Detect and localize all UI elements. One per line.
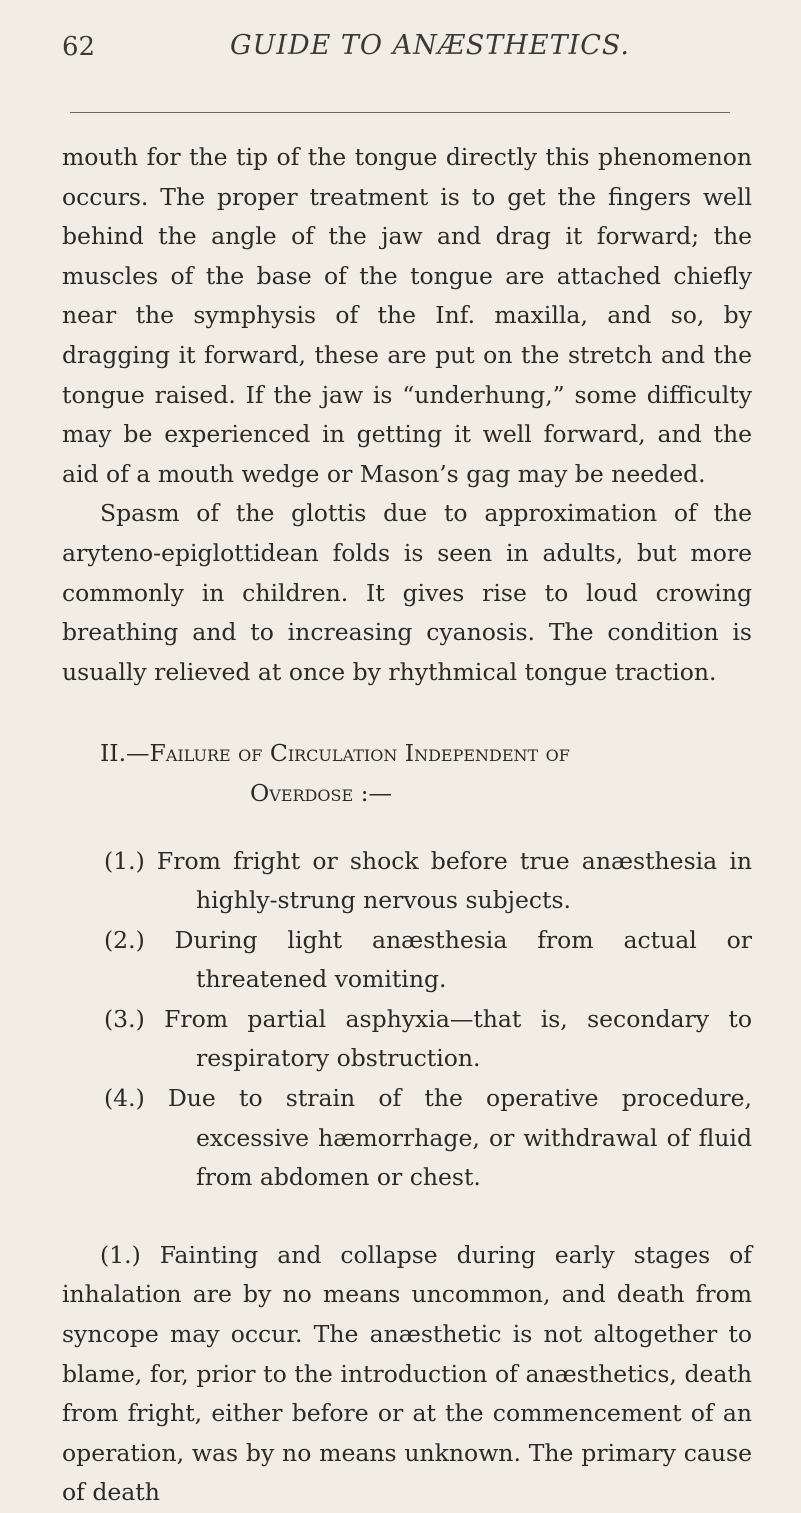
page-number: 62 <box>62 32 96 62</box>
section-heading <box>62 734 752 813</box>
paragraph-fainting: (1.) Fainting and collapse during early stages of inhalation are by no means uncommon, and death from syncope may occur. The anæsthetic is not altogether to blame, for, prior to the introduction of anæsthetics, death from fright, either before or at the commencement of an operation, was by no means unknown. The primary cause of death <box>62 1240 752 1507</box>
section-heading-line1: II.—Failure of Circulation Independent of <box>100 739 570 768</box>
cause-item: (1.) From fright or shock before true anæsthesia in highly-strung nervous subjects. <box>104 846 752 915</box>
cause-item: (4.) Due to strain of the operative procedure, excessive hæmorrhage, or withdrawal of fluid from abdomen or chest. <box>104 1084 752 1192</box>
body-text <box>62 138 752 1513</box>
causes-list <box>62 842 752 1198</box>
paragraph-tongue-treatment: mouth for the tip of the tongue directly this phenomenon occurs. The proper treatment is to get the fingers well behind the angle of the jaw and drag it forward; the muscles of the base of the tongue are attached chiefly near the symphysis of the Inf. maxilla, and so, by dragging it forward, these are put on the stretch and the tongue raised. If the jaw is “underhung,” some difficulty may be experienced in getting it well forward, and the aid of a mouth wedge or Mason’s gag may be needed. <box>62 143 752 488</box>
section-heading-line2: Overdose :— <box>250 778 393 807</box>
cause-item: (3.) From partial asphyxia—that is, secondary to respiratory obstruction. <box>104 1004 752 1073</box>
header-rule <box>70 112 730 113</box>
cause-item: (2.) During light anæsthesia from actual or threatened vomiting. <box>104 925 752 994</box>
paragraph-glottis-spasm: Spasm of the glottis due to approximation of the aryteno-epiglottidean folds is seen in adults, but more commonly in children. It gives rise to loud crowing breathing and to increasing cyanosis. The condition is usually relieved at once by rhythmical tongue traction. <box>62 499 752 686</box>
running-title: GUIDE TO ANÆSTHETICS. <box>230 30 631 61</box>
page-header <box>62 28 752 72</box>
